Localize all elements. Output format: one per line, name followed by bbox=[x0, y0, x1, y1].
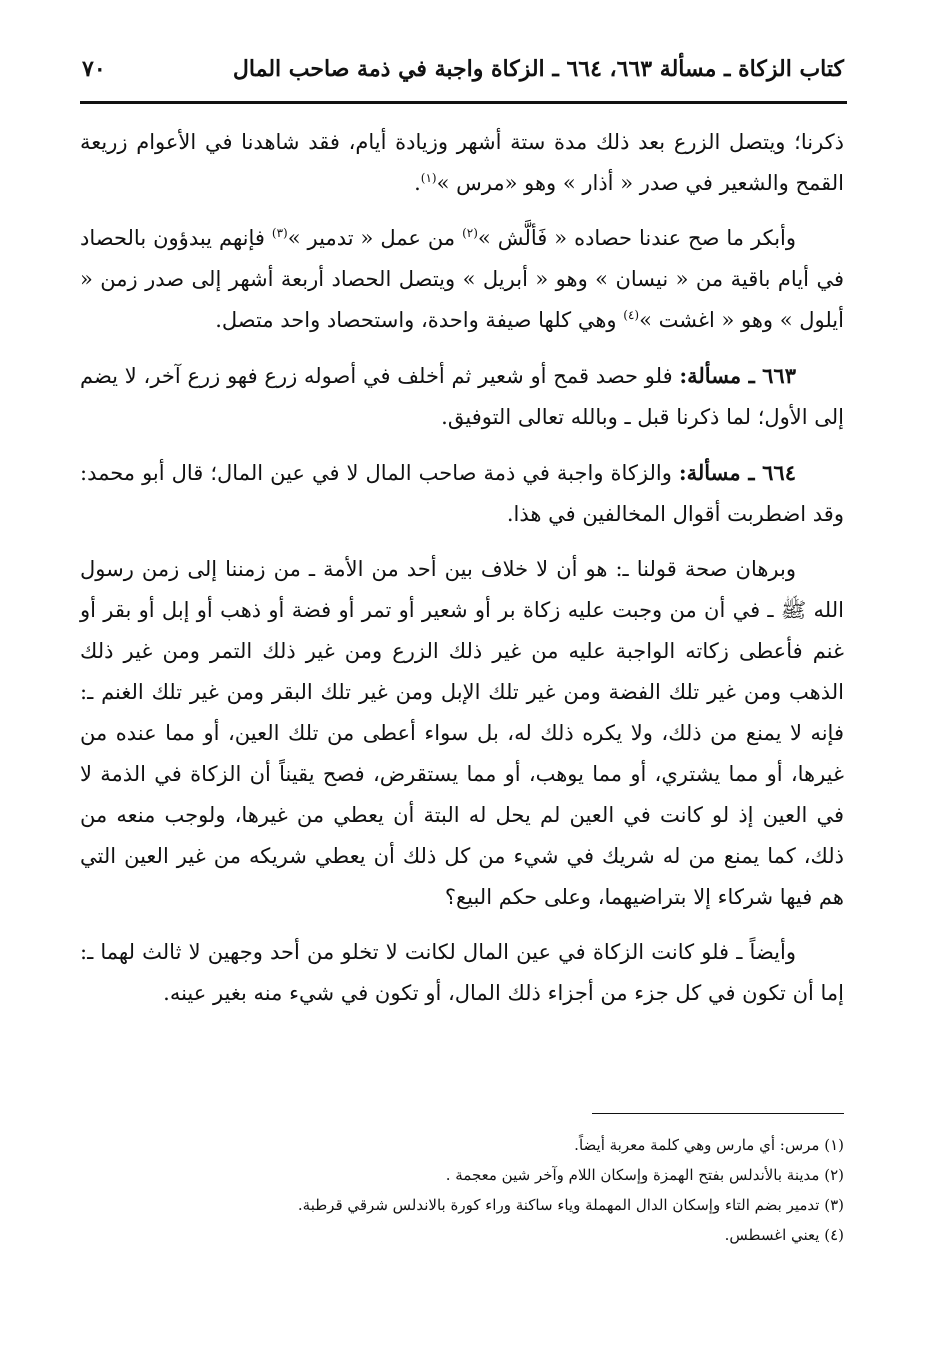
issue-text: والزكاة واجبة في ذمة صاحب المال لا في عين المال؛ قال أبو محمد: وقد اضطربت أقوال المخالفين في هذا. bbox=[80, 461, 844, 526]
footnote-divider bbox=[592, 1113, 844, 1114]
issue-664 bbox=[80, 452, 844, 535]
issue-number: ٦٦٣ ـ مسألة: bbox=[679, 363, 796, 388]
footnote-1: (١) مرس: أي مارس وهي كلمة معربة أيضاً. bbox=[574, 1136, 844, 1154]
issue-text: فلو حصد قمح أو شعير ثم أخلف في أصوله زرع فهو زرع آخر، لا يضم إلى الأول؛ لما ذكرنا قبل ـ وبالله تعالى التوفيق. bbox=[80, 364, 844, 429]
issue-number: ٦٦٤ ـ مسألة: bbox=[678, 460, 796, 485]
footnotes bbox=[80, 1130, 844, 1250]
footnote-4: (٤) يعني اغسطس. bbox=[724, 1226, 844, 1244]
footnote-ref: (١) bbox=[420, 171, 437, 185]
footnote-ref: (٤) bbox=[623, 308, 640, 322]
paragraph-text: وأبكر ما صح عندنا حصاده « فَألَّش » bbox=[477, 226, 797, 250]
paragraph-text: وهي كلها صيفة واحدة، واستحصاد واحد متصل. bbox=[215, 308, 624, 332]
header-divider bbox=[80, 101, 847, 104]
paragraph-text: فإنهم يبدؤون بالحصاد في أيام باقية من « نيسان » وهو « أبريل » ويتصل الحصاد أربعة أشهر إلى صدر زمن « أيلول » وهو « اغشت » bbox=[80, 226, 844, 332]
footnote-ref: (٢) bbox=[462, 226, 478, 240]
paragraph-proof bbox=[80, 549, 844, 918]
page-header bbox=[80, 50, 844, 100]
paragraph-tail: . bbox=[414, 171, 421, 195]
paragraph-text: من عمل « تدمير » bbox=[287, 226, 463, 250]
paragraph-text: وبرهان صحة قولنا ـ: هو أن لا خلاف بين أحد من الأمة ـ من زمننا إلى زمن رسول الله ﷺ ـ في أن من وجبت عليه زكاة بر أو شعير أو تمر أو فضة أو ذهب أو إبل أو بقر أو غنم فأعطى زكاته الواجبة عليه من غير ذلك الزرع ومن غير ذلك التمر ومن غير ذلك الذهب ومن غير تلك الفضة ومن غير تلك الإبل ومن غير تلك البقر ومن غير تلك الغنم ـ: فإنه لا يمنع من ذلك، ولا يكره ذلك له، بل سواء أعطى من تلك العين، أو مما عنده من غيرها، أو مما يشتري، أو مما يوهب، أو مما يستقرض، فصح يقيناً أن الزكاة في الذمة لا في العين إذ لو كانت في العين لم يحل له البتة أن يعطي من غيرها، ولوجب منعه من ذلك، كما يمنع من له شريك في شيء من كل ذلك أن يعطي شريكه من غير العين التي هم فيها شركاء إلا بتراضيهما، وعلى حكم البيع؟ bbox=[80, 557, 844, 909]
paragraph-2 bbox=[80, 218, 844, 341]
paragraph-text: ذكرنا؛ ويتصل الزرع بعد ذلك مدة ستة أشهر وزيادة أيام، فقد شاهدنا في الأعوام زريعة القمح والشعير في صدر « أذار » وهو «مرس » bbox=[80, 130, 844, 195]
main-text bbox=[80, 122, 844, 1028]
paragraph-also bbox=[80, 932, 844, 1014]
issue-663 bbox=[80, 355, 844, 438]
paragraph-1 bbox=[80, 122, 844, 204]
page-number: ٧٠ bbox=[82, 56, 106, 82]
footnote-3: (٣) تدمير بضم التاء وإسكان الدال المهملة وياء ساكنة وراء كورة بالاندلس شرقي قرطبة. bbox=[297, 1196, 844, 1214]
footnote-ref: (٣) bbox=[271, 226, 288, 240]
paragraph-text: وأيضاً ـ فلو كانت الزكاة في عين المال لكانت لا تخلو من أحد وجهين لا ثالث لهما ـ: إما أن تكون في كل جزء من أجزاء ذلك المال، أو تكون في شيء منه بغير عينه. bbox=[80, 940, 844, 1005]
footnote-2: (٢) مدينة بالأندلس بفتح الهمزة وإسكان اللام وآخر شين معجمة . bbox=[445, 1166, 844, 1184]
running-title: كتاب الزكاة ـ مسألة ٦٦٣، ٦٦٤ ـ الزكاة واجبة في ذمة صاحب المال bbox=[232, 56, 844, 82]
